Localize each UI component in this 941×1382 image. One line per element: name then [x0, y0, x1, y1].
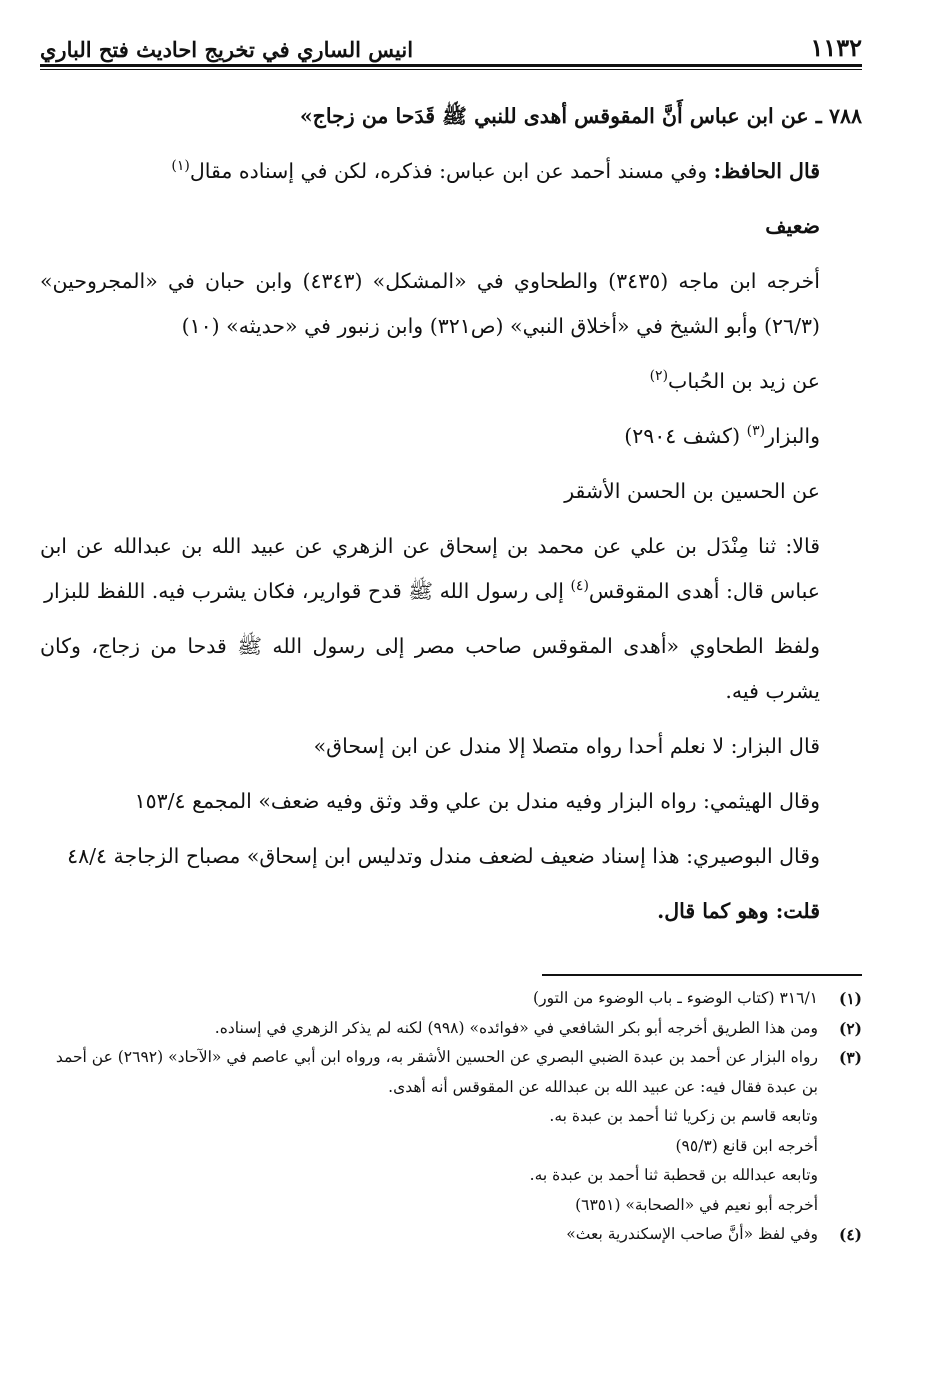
- footnote-3: [40, 1043, 862, 1102]
- hadith-heading: ٧٨٨ ـ عن ابن عباس أَنَّ المقوقس أهدى للنبي ﷺ قَدَحا من زجاج»: [299, 104, 862, 128]
- paragraph-qala: [40, 524, 862, 614]
- footnote-number: (٣): [838, 1048, 862, 1067]
- footnote-3-continuation: [40, 1191, 862, 1221]
- paragraph-husayn: عن الحسين بن الحسن الأشقر: [564, 479, 820, 503]
- footnote-3-continuation: [40, 1161, 862, 1191]
- hafiz-label: قال الحافظ:: [713, 159, 820, 183]
- footnote-text: وتابعه قاسم بن زكريا ثنا أحمد بن عبدة به.: [549, 1107, 818, 1125]
- footnote-3-continuation: [40, 1132, 862, 1162]
- footnote-1: [40, 984, 862, 1014]
- footnote-4: [40, 1220, 862, 1250]
- header-rule: [40, 64, 862, 70]
- paragraph-haythami: وقال الهيثمي: رواه البزار وفيه مندل بن علي وقد وثق وفيه ضعف» المجمع ١٥٣/٤: [134, 789, 820, 813]
- footnote-number: (٤): [838, 1225, 862, 1244]
- footnote-ref-3: (٣): [746, 423, 766, 440]
- footnote-ref-4: (٤): [570, 578, 589, 595]
- hadith-grade: ضعيف: [765, 214, 820, 238]
- paragraph-busiri: وقال البوصيري: هذا إسناد ضعيف لضعف مندل وتدليس ابن إسحاق» مصباح الزجاجة ٤٨/٤: [67, 844, 820, 868]
- footnote-separator: [542, 974, 862, 976]
- paragraph-hafiz: [40, 149, 862, 194]
- paragraph-qal-bazzar: قال البزار: لا نعلم أحدا رواه متصلا إلا مندل عن ابن إسحاق»: [313, 734, 820, 758]
- footnote-text: رواه البزار عن أحمد بن عبدة الضبي البصري عن الحسين الأشقر به، ورواه ابن أبي عاصم في «الآحاد» (٢٦٩٢) عن أحمد بن عبدة فقال فيه: عن عبيد الله بن عبدالله عن المقوقس أنه أهدى.: [55, 1048, 818, 1096]
- paragraph-takhrij: أخرجه ابن ماجه (٣٤٣٥) والطحاوي في «المشكل» (٤٣٤٣) وابن حبان في «المجروحين» (٢٦/٣) وأبو الشيخ في «أخلاق النبي» (ص٣٢١) وابن زنبور في «حديثه» (١٠): [40, 269, 820, 338]
- bazzar-kashf: (كشف ٢٩٠٤): [624, 424, 747, 448]
- footnote-ref-2: (٢): [649, 368, 669, 385]
- footnote-ref-1: (١): [171, 158, 190, 175]
- footnote-text: ومن هذا الطريق أخرجه أبو بكر الشافعي في «فوائده» (٩٩٨) لكنه لم يذكر الزهري في إسناده.: [214, 1018, 818, 1037]
- footnote-text: وتابعه عبدالله بن قحطبة ثنا أحمد بن عبدة به.: [529, 1166, 818, 1184]
- footnote-text: ٣١٦/١ (كتاب الوضوء ـ باب الوضوء من التور): [533, 989, 818, 1007]
- bazzar-text: والبزار: [765, 424, 820, 448]
- footnote-2: [40, 1014, 862, 1044]
- footnote-number: (١): [838, 989, 862, 1008]
- zayd-text: عن زيد بن الحُباب: [668, 369, 820, 393]
- footnote-text: وفي لفظ «أنَّ صاحب الإسكندرية بعث»: [566, 1225, 818, 1243]
- paragraph-zayd: [40, 359, 862, 404]
- running-header: [40, 22, 862, 62]
- footnotes: [40, 984, 862, 1250]
- page-number: ١١٣٢: [810, 33, 862, 62]
- paragraph-tahawi: ولفظ الطحاوي «أهدى المقوقس صاحب مصر إلى رسول الله ﷺ قدحا من زجاج، وكان يشرب فيه.: [40, 634, 820, 703]
- footnote-text: أخرجه ابن قانع (٩٥/٣): [675, 1136, 818, 1155]
- footnote-text: أخرجه أبو نعيم في «الصحابة» (٦٣٥١): [575, 1195, 818, 1214]
- book-title: انيس الساري في تخريج احاديث فتح الباري: [40, 37, 414, 62]
- footnote-3-continuation: [40, 1102, 862, 1132]
- book-page: [40, 22, 862, 1250]
- qala-text-2: إلى رسول الله ﷺ قدح قوارير، فكان يشرب فيه. اللفظ للبزار: [44, 579, 571, 603]
- main-text: [40, 94, 862, 934]
- qala-text-1: قالا: ثنا مِنْدَل بن علي عن محمد بن إسحاق عن الزهري عن عبيد الله بن عبدالله عن ابن عباس قال: أهدى المقوقس: [40, 534, 820, 603]
- footnote-number: (٢): [838, 1018, 862, 1038]
- paragraph-qultu: قلت: وهو كما قال.: [657, 899, 820, 923]
- hafiz-text: وفي مسند أحمد عن ابن عباس: فذكره، لكن في إسناده مقال: [189, 159, 708, 183]
- paragraph-bazzar: [40, 414, 862, 459]
